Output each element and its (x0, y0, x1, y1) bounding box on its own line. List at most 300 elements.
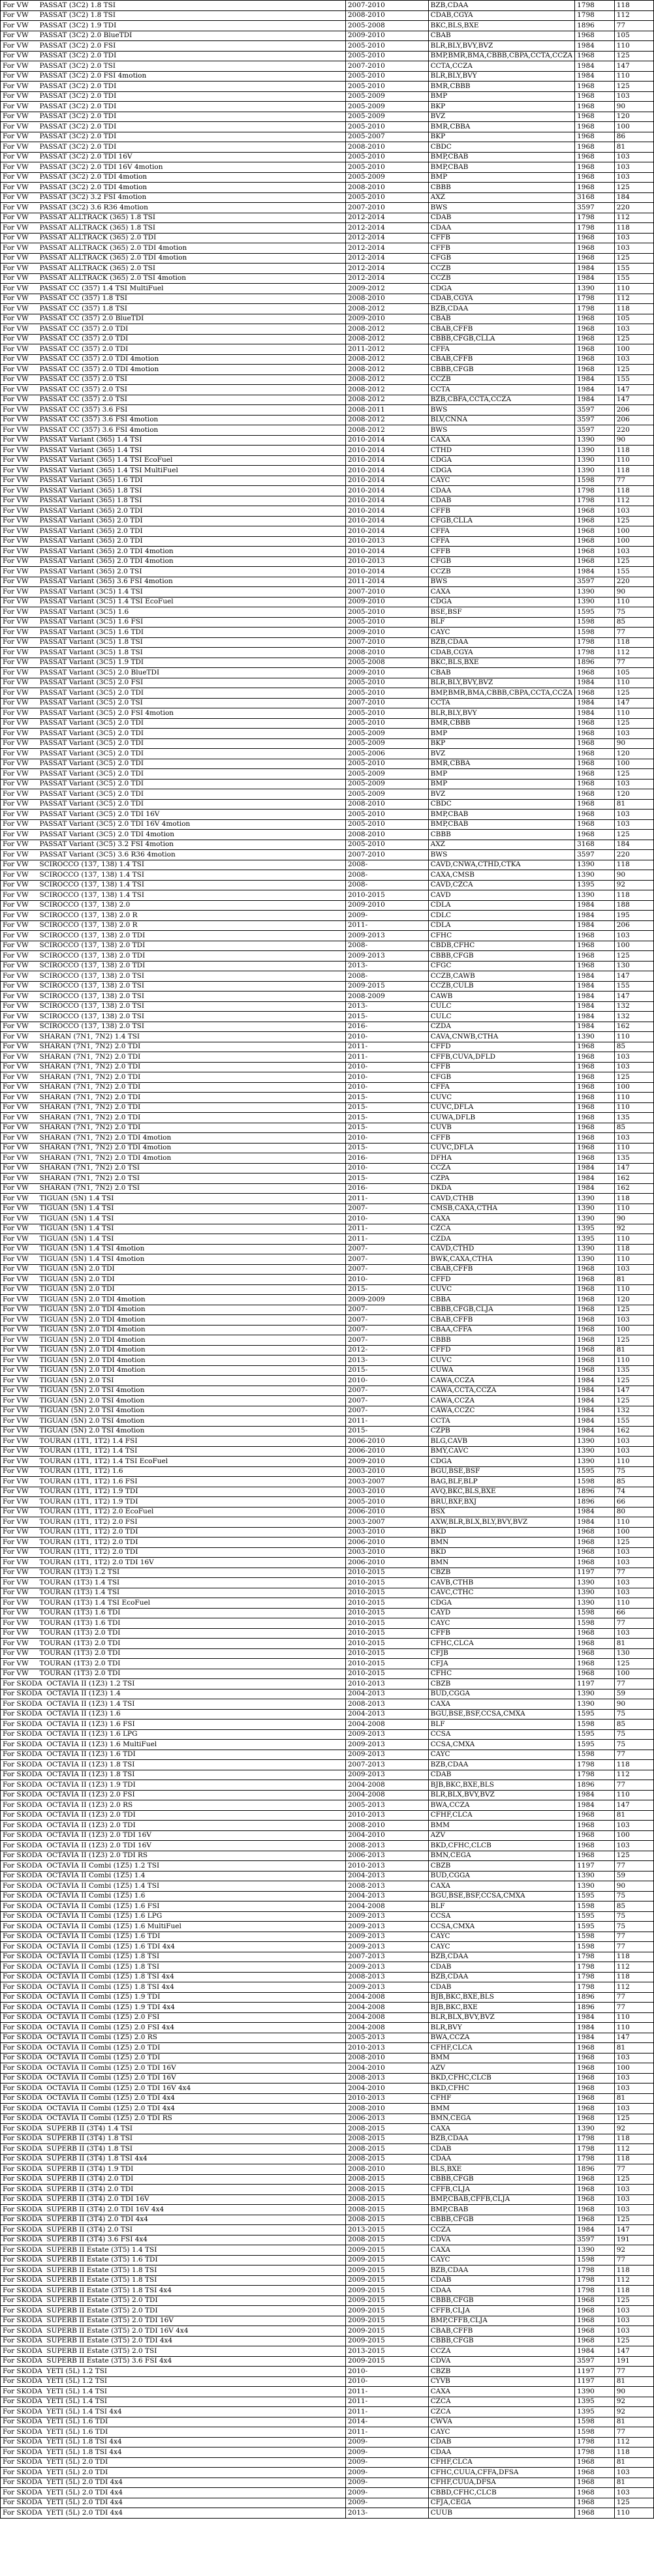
kw-cell: 103 (614, 2205, 653, 2215)
kw-cell: 77 (614, 1861, 653, 1871)
kw-cell: 125 (614, 769, 653, 780)
years-cell: 2009-2013 (345, 931, 428, 941)
table-row (1, 547, 654, 557)
model-cell: For SKODA OCTAVIA II (1Z3) 1.8 TSI (1, 1770, 346, 1780)
model-cell: For SKODA OCTAVIA II (1Z3) 2.0 TDI (1, 1810, 346, 1821)
cc-cell: 1598 (575, 2255, 615, 2265)
model-cell: For VW TIGUAN (5N) 2.0 TDI (1, 1275, 346, 1285)
cc-cell: 1598 (575, 1750, 615, 1760)
model-cell: For SKODA SUPERB II Estate (3T5) 2.0 TDI 16V 4x4 (1, 2326, 346, 2337)
table-row (1, 1295, 654, 1305)
years-cell: 2009-2012 (345, 284, 428, 294)
cc-cell: 1984 (575, 41, 615, 52)
engine-codes-cell: BUD,CGGA (428, 1871, 575, 1881)
years-cell: 2004-2010 (345, 2084, 428, 2094)
cc-cell: 1595 (575, 1729, 615, 1740)
years-cell: 2009-2013 (345, 1922, 428, 1932)
engine-codes-cell: CBBB (428, 1335, 575, 1346)
table-row (1, 1942, 654, 1952)
table-row (1, 738, 654, 749)
cc-cell: 1984 (575, 1426, 615, 1436)
kw-cell: 130 (614, 1648, 653, 1659)
engine-codes-cell: CAVA,CNWB,CTHA (428, 1032, 575, 1042)
years-cell: 2009-2015 (345, 2296, 428, 2306)
cc-cell: 1968 (575, 152, 615, 162)
years-cell: 2005-2010 (345, 759, 428, 769)
cc-cell: 1197 (575, 1568, 615, 1578)
table-row (1, 1507, 654, 1517)
engine-codes-cell: CFFA (428, 1082, 575, 1093)
cc-cell: 1798 (575, 1770, 615, 1780)
engine-codes-cell: CCTA (428, 385, 575, 395)
table-row (1, 2104, 654, 2114)
model-cell: For VW TOURAN (1T1, 1T2) 1.4 TSI (1, 1446, 346, 1457)
engine-codes-cell: CBBB,CFGB (428, 2215, 575, 2225)
cc-cell: 1595 (575, 1891, 615, 1902)
cc-cell: 1390 (575, 2387, 615, 2397)
table-row (1, 1588, 654, 1598)
engine-codes-cell: CDAB (428, 1982, 575, 1993)
kw-cell: 125 (614, 82, 653, 92)
table-row (1, 2488, 654, 2498)
kw-cell: 103 (614, 2104, 653, 2114)
engine-codes-cell: CFJA (428, 1659, 575, 1669)
kw-cell: 103 (614, 931, 653, 941)
table-row (1, 2326, 654, 2337)
years-cell: 2007- (345, 1406, 428, 1416)
years-cell: 2005-2009 (345, 779, 428, 789)
kw-cell: 118 (614, 446, 653, 456)
engine-codes-cell: BMR,CBBA (428, 122, 575, 132)
table-row (1, 617, 654, 628)
engine-codes-cell: CMSB,CAXA,CTHA (428, 1204, 575, 1214)
table-row (1, 567, 654, 577)
engine-codes-cell: CZPA (428, 1174, 575, 1184)
years-cell: 2009-2015 (345, 981, 428, 992)
table-row (1, 1426, 654, 1436)
cc-cell: 1395 (575, 1224, 615, 1234)
table-row (1, 1416, 654, 1427)
cc-cell: 1984 (575, 1386, 615, 1396)
cc-cell: 1968 (575, 102, 615, 112)
cc-cell: 1390 (575, 1254, 615, 1265)
kw-cell: 77 (614, 2427, 653, 2438)
engine-codes-cell: CDGA (428, 284, 575, 294)
kw-cell: 125 (614, 688, 653, 699)
cc-cell: 1595 (575, 1466, 615, 1477)
table-row (1, 2417, 654, 2427)
kw-cell: 147 (614, 992, 653, 1002)
cc-cell: 1968 (575, 1082, 615, 1093)
cc-cell: 1984 (575, 1507, 615, 1517)
kw-cell: 103 (614, 172, 653, 183)
table-row (1, 1365, 654, 1376)
kw-cell: 184 (614, 840, 653, 850)
table-row (1, 304, 654, 314)
years-cell: 2004-2013 (345, 1689, 428, 1699)
table-row (1, 1052, 654, 1063)
engine-codes-cell: CAYC (428, 1618, 575, 1629)
table-row (1, 1143, 654, 1153)
engine-codes-cell: BKD,CFHC,CLCB (428, 2073, 575, 2084)
cc-cell: 1968 (575, 1851, 615, 1861)
engine-codes-cell: CBAB,CFFB (428, 1264, 575, 1275)
kw-cell: 125 (614, 2215, 653, 2225)
cc-cell: 1984 (575, 1396, 615, 1406)
table-row (1, 1598, 654, 1609)
model-cell: For SKODA YETI (5L) 2.0 TDI (1, 2457, 346, 2468)
model-cell: For SKODA YETI (5L) 2.0 TDI 4x4 (1, 2478, 346, 2488)
kw-cell: 90 (614, 587, 653, 598)
table-row (1, 395, 654, 405)
years-cell: 2004-2008 (345, 2023, 428, 2033)
years-cell: 2005-2010 (345, 122, 428, 132)
cc-cell: 1968 (575, 2316, 615, 2326)
engine-codes-cell: CFFB (428, 233, 575, 243)
kw-cell: 110 (614, 1254, 653, 1265)
engine-codes-cell: BKC,BLS,BXE (428, 21, 575, 31)
engine-codes-cell: BVZ (428, 789, 575, 800)
engine-codes-cell: CFHC (428, 1669, 575, 1679)
kw-cell: 112 (614, 2144, 653, 2155)
engine-codes-cell: BGU,BSE,BSF,CCSA,CMXA (428, 1709, 575, 1720)
years-cell: 2009- (345, 2498, 428, 2508)
kw-cell: 81 (614, 1345, 653, 1356)
engine-codes-cell: BGU,BSE,BSF,CCSA,CMXA (428, 1891, 575, 1902)
table-row (1, 1012, 654, 1022)
kw-cell: 155 (614, 374, 653, 385)
years-cell: 2012-2014 (345, 264, 428, 274)
engine-codes-cell: BKD,CFHC (428, 2084, 575, 2094)
model-cell: For VW TOURAN (1T1, 1T2) 1.4 TSI EcoFuel (1, 1457, 346, 1467)
years-cell: 2012-2014 (345, 273, 428, 284)
years-cell: 2009-2013 (345, 1729, 428, 1740)
years-cell: 2007- (345, 1335, 428, 1346)
engine-codes-cell: CFFB (428, 506, 575, 517)
model-cell: For SKODA OCTAVIA II (1Z3) 1.2 TSI (1, 1679, 346, 1690)
engine-codes-cell: CAWA,CCZA (428, 1396, 575, 1406)
model-cell: For VW TIGUAN (5N) 2.0 TSI 4motion (1, 1426, 346, 1436)
engine-codes-cell: CFHF,CUUA,DFSA (428, 2478, 575, 2488)
table-row (1, 1446, 654, 1457)
years-cell: 2006-2010 (345, 1507, 428, 1517)
model-cell: For VW TIGUAN (5N) 1.4 TSI 4motion (1, 1254, 346, 1265)
model-cell: For VW TIGUAN (5N) 2.0 TSI 4motion (1, 1386, 346, 1396)
engine-codes-cell: BKP (428, 102, 575, 112)
cc-cell: 1968 (575, 51, 615, 61)
engine-codes-cell: AVQ,BKC,BLS,BXE (428, 1487, 575, 1497)
cc-cell: 1984 (575, 273, 615, 284)
kw-cell: 118 (614, 486, 653, 496)
table-row (1, 1325, 654, 1335)
years-cell: 2013- (345, 1356, 428, 1366)
engine-codes-cell: BMP,CBAB (428, 152, 575, 162)
model-cell: For VW PASSAT Variant (3C5) 2.0 TDI (1, 688, 346, 699)
engine-codes-cell: BLS,BXE (428, 2164, 575, 2175)
cc-cell: 1390 (575, 2124, 615, 2134)
kw-cell: 59 (614, 1871, 653, 1881)
kw-cell: 112 (614, 1982, 653, 1993)
years-cell: 2015- (345, 1365, 428, 1376)
years-cell: 2005-2010 (345, 1497, 428, 1508)
model-cell: For VW TOURAN (1T1, 1T2) 1.6 FSI (1, 1477, 346, 1487)
cc-cell: 1984 (575, 1376, 615, 1386)
kw-cell: 103 (614, 1436, 653, 1447)
engine-codes-cell: BWS (428, 850, 575, 860)
cc-cell: 1968 (575, 233, 615, 243)
model-cell: For VW PASSAT Variant (3C5) 3.2 FSI 4motion (1, 840, 346, 850)
model-cell: For VW PASSAT CC (357) 1.8 TSI (1, 294, 346, 304)
kw-cell: 103 (614, 1446, 653, 1457)
engine-codes-cell: CZCA (428, 2407, 575, 2417)
table-row (1, 516, 654, 526)
years-cell: 2004-2010 (345, 1830, 428, 1841)
years-cell: 2015- (345, 1102, 428, 1113)
years-cell: 2005-2009 (345, 789, 428, 800)
years-cell: 2010-2015 (345, 890, 428, 901)
engine-codes-cell: CFGB (428, 556, 575, 567)
model-cell: For VW TOURAN (1T1, 1T2) 2.0 FSI (1, 1517, 346, 1528)
cc-cell: 3597 (575, 577, 615, 587)
years-cell: 2009-2010 (345, 900, 428, 911)
engine-codes-cell: BMN,CEGA (428, 1851, 575, 1861)
model-cell: For SKODA YETI (5L) 1.6 TDI (1, 2417, 346, 2427)
years-cell: 2010-2015 (345, 1659, 428, 1669)
cc-cell: 1968 (575, 1264, 615, 1275)
model-cell: For VW PASSAT CC (357) 3.6 FSI 4motion (1, 415, 346, 425)
model-cell: For VW TIGUAN (5N) 1.4 TSI (1, 1204, 346, 1214)
engine-codes-cell: BMP,BMR,BMA,CBBB,CBPA,CCTA,CCZA (428, 688, 575, 699)
model-cell: For VW PASSAT Variant (365) 1.4 TSI (1, 435, 346, 446)
table-row (1, 1538, 654, 1548)
engine-codes-cell: CULC (428, 1012, 575, 1022)
model-cell: For SKODA SUPERB II (3T4) 1.8 TSI 4x4 (1, 2154, 346, 2164)
kw-cell: 66 (614, 1608, 653, 1618)
cc-cell: 1968 (575, 830, 615, 840)
model-cell: For VW PASSAT ALLTRACK (365) 2.0 TDI 4motion (1, 253, 346, 264)
table-row (1, 284, 654, 294)
cc-cell: 1968 (575, 2114, 615, 2124)
engine-codes-cell: BMR,CBBB (428, 82, 575, 92)
kw-cell: 105 (614, 314, 653, 324)
model-cell: For VW SHARAN (7N1, 7N2) 2.0 TDI (1, 1082, 346, 1093)
engine-codes-cell: CDGA (428, 455, 575, 466)
cc-cell: 1984 (575, 2033, 615, 2043)
table-row (1, 71, 654, 82)
engine-codes-cell: CAWA,CCZA (428, 1376, 575, 1386)
years-cell: 2008-2012 (345, 324, 428, 335)
table-row (1, 597, 654, 607)
kw-cell: 112 (614, 2275, 653, 2286)
cc-cell: 1984 (575, 1001, 615, 1012)
engine-codes-cell: BWS (428, 425, 575, 436)
table-row (1, 2407, 654, 2417)
model-cell: For SKODA OCTAVIA II Combi (1Z5) 2.0 TDI 4x4 (1, 2093, 346, 2104)
table-row (1, 2427, 654, 2438)
cc-cell: 1984 (575, 374, 615, 385)
engine-codes-cell: CBZB (428, 1679, 575, 1690)
years-cell: 2009-2015 (345, 2326, 428, 2337)
engine-codes-cell: AXZ (428, 192, 575, 203)
kw-cell: 75 (614, 1729, 653, 1740)
model-cell: For VW PASSAT Variant (365) 1.4 TSI MultiFuel (1, 466, 346, 476)
model-cell: For SKODA OCTAVIA II Combi (1Z5) 1.9 TDI (1, 1992, 346, 2003)
cc-cell: 1968 (575, 1365, 615, 1376)
model-cell: For VW TIGUAN (5N) 2.0 TSI 4motion (1, 1416, 346, 1427)
years-cell: 2008-2012 (345, 395, 428, 405)
model-cell: For VW PASSAT CC (357) 1.4 TSI MultiFuel (1, 284, 346, 294)
model-cell: For SKODA OCTAVIA II (1Z3) 1.4 TSI (1, 1699, 346, 1710)
engine-codes-cell: CBBB,CFGB,CLJA (428, 1305, 575, 1315)
years-cell: 2008- (345, 941, 428, 951)
kw-cell: 77 (614, 658, 653, 668)
kw-cell: 188 (614, 900, 653, 911)
table-row (1, 1851, 654, 1861)
years-cell: 2005-2010 (345, 718, 428, 729)
kw-cell: 120 (614, 112, 653, 122)
table-row (1, 425, 654, 436)
model-cell: For VW TIGUAN (5N) 2.0 TDI 4motion (1, 1335, 346, 1346)
table-row (1, 759, 654, 769)
kw-cell: 110 (614, 1093, 653, 1103)
kw-cell: 120 (614, 1295, 653, 1305)
table-row (1, 122, 654, 132)
engine-codes-cell: AXW,BLR,BLX,BLY,BVY,BVZ (428, 1517, 575, 1528)
cc-cell: 1798 (575, 304, 615, 314)
model-cell: For VW SCIROCCO (137, 138) 2.0 TDI (1, 961, 346, 971)
table-row (1, 264, 654, 274)
kw-cell: 147 (614, 2225, 653, 2235)
cc-cell: 1968 (575, 172, 615, 183)
table-row (1, 51, 654, 61)
cc-cell: 1968 (575, 718, 615, 729)
model-cell: For VW TIGUAN (5N) 2.0 TDI 4motion (1, 1345, 346, 1356)
kw-cell: 81 (614, 1275, 653, 1285)
cc-cell: 1968 (575, 941, 615, 951)
engine-codes-cell: AZV (428, 2063, 575, 2074)
kw-cell: 118 (614, 1244, 653, 1254)
kw-cell: 112 (614, 294, 653, 304)
kw-cell: 206 (614, 405, 653, 416)
cc-cell: 1968 (575, 668, 615, 678)
cc-cell: 1896 (575, 2003, 615, 2013)
years-cell: 2010-2013 (345, 2093, 428, 2104)
kw-cell: 125 (614, 2174, 653, 2185)
kw-cell: 110 (614, 597, 653, 607)
kw-cell: 118 (614, 2447, 653, 2458)
kw-cell: 147 (614, 1800, 653, 1811)
cc-cell: 1984 (575, 698, 615, 708)
engine-codes-cell: CFJB (428, 1648, 575, 1659)
years-cell: 2008-2015 (345, 2154, 428, 2164)
table-row (1, 1477, 654, 1487)
model-cell: For VW TOURAN (1T3) 1.2 TSI (1, 1568, 346, 1578)
engine-codes-cell: CFHF,CLCA (428, 2457, 575, 2468)
years-cell: 2005-2009 (345, 172, 428, 183)
cc-cell: 1968 (575, 810, 615, 820)
engine-codes-cell: CCZA (428, 2225, 575, 2235)
years-cell: 2008-2013 (345, 1699, 428, 1710)
kw-cell: 85 (614, 1902, 653, 1912)
years-cell: 2005-2010 (345, 162, 428, 173)
years-cell: 2008-2015 (345, 2235, 428, 2245)
cc-cell: 1968 (575, 2174, 615, 2185)
years-cell: 2010-2013 (345, 2043, 428, 2053)
years-cell: 2010-2015 (345, 1608, 428, 1618)
kw-cell: 112 (614, 496, 653, 506)
years-cell: 2010- (345, 2376, 428, 2387)
cc-cell: 1968 (575, 314, 615, 324)
kw-cell: 77 (614, 1942, 653, 1952)
kw-cell: 103 (614, 1628, 653, 1639)
years-cell: 2008-2010 (345, 799, 428, 810)
cc-cell: 1968 (575, 1659, 615, 1669)
table-row (1, 1032, 654, 1042)
cc-cell: 1968 (575, 2084, 615, 2094)
table-row (1, 192, 654, 203)
model-cell: For VW TIGUAN (5N) 2.0 TSI 4motion (1, 1396, 346, 1406)
kw-cell: 191 (614, 2356, 653, 2367)
engine-codes-cell: CDLC (428, 911, 575, 921)
table-row (1, 607, 654, 618)
table-row (1, 536, 654, 547)
table-row (1, 1457, 654, 1467)
model-cell: For VW SHARAN (7N1, 7N2) 2.0 TDI (1, 1072, 346, 1083)
table-row (1, 1608, 654, 1618)
cc-cell: 1798 (575, 1952, 615, 1962)
table-row (1, 1062, 654, 1072)
table-row (1, 1760, 654, 1770)
engine-codes-cell: CAYC (428, 476, 575, 486)
kw-cell: 162 (614, 1174, 653, 1184)
model-cell: For VW SHARAN (7N1, 7N2) 2.0 TDI (1, 1042, 346, 1052)
cc-cell: 1968 (575, 526, 615, 537)
model-cell: For VW PASSAT (3C2) 2.0 TDI (1, 122, 346, 132)
years-cell: 2008-2013 (345, 1881, 428, 1892)
kw-cell: 77 (614, 1992, 653, 2003)
model-cell: For VW PASSAT Variant (3C5) 1.4 TSI (1, 587, 346, 598)
years-cell: 2009-2015 (345, 2245, 428, 2256)
model-cell: For VW SHARAN (7N1, 7N2) 2.0 TSI (1, 1163, 346, 1174)
model-cell: For VW PASSAT CC (357) 2.0 BlueTDI (1, 314, 346, 324)
table-row (1, 2447, 654, 2458)
engine-codes-cell: BMP,CBAB (428, 819, 575, 830)
model-cell: For VW TOURAN (1T3) 2.0 TDI (1, 1659, 346, 1669)
table-row (1, 1679, 654, 1690)
years-cell: 2009-2015 (345, 2316, 428, 2326)
years-cell: 2005-2010 (345, 41, 428, 52)
kw-cell: 81 (614, 2043, 653, 2053)
table-row (1, 2144, 654, 2155)
cc-cell: 1968 (575, 1547, 615, 1558)
years-cell: 2007- (345, 1264, 428, 1275)
model-cell: For VW PASSAT (3C2) 2.0 TDI 4motion (1, 172, 346, 183)
years-cell: 2010-2015 (345, 1588, 428, 1598)
engine-codes-cell: CCTA (428, 1416, 575, 1427)
cc-cell: 1968 (575, 2508, 615, 2519)
engine-codes-cell: CBBB,CFGB (428, 365, 575, 375)
cc-cell: 1390 (575, 1204, 615, 1214)
model-cell: For VW TOURAN (1T1, 1T2) 1.4 FSI (1, 1436, 346, 1447)
model-cell: For SKODA SUPERB II (3T4) 2.0 TDI (1, 2185, 346, 2195)
kw-cell: 125 (614, 951, 653, 962)
kw-cell: 162 (614, 1022, 653, 1032)
cc-cell: 1968 (575, 1295, 615, 1305)
cc-cell: 1968 (575, 1841, 615, 1851)
table-row (1, 2296, 654, 2306)
model-cell: For VW PASSAT Variant (365) 1.4 TSI EcoFuel (1, 455, 346, 466)
cc-cell: 1598 (575, 2427, 615, 2438)
